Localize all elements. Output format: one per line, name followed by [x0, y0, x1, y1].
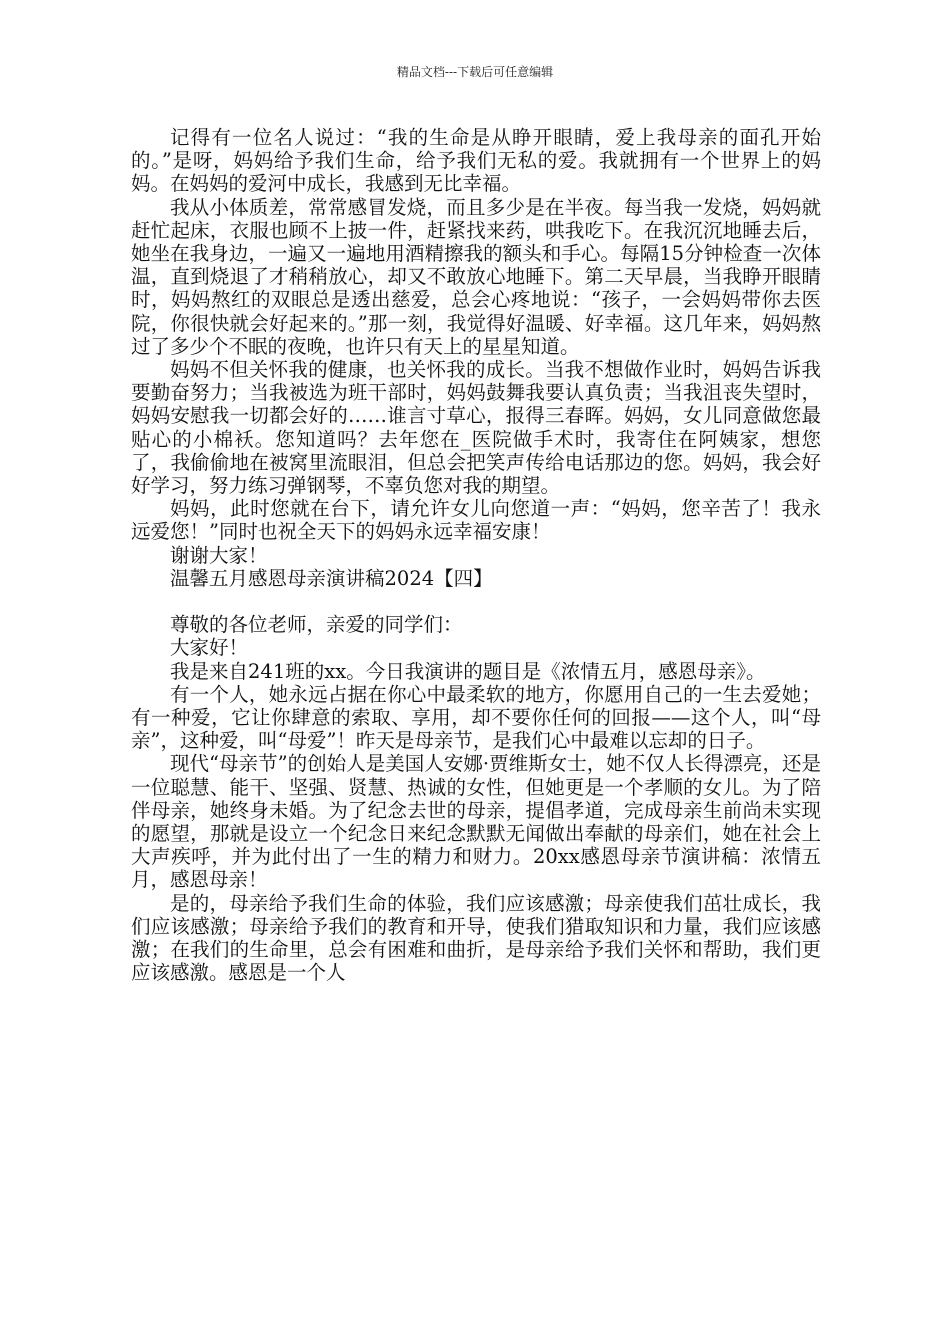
- greeting: 大家好！: [170, 636, 249, 660]
- salutation: 尊敬的各位老师，亲爱的同学们：: [170, 613, 463, 637]
- section-heading: 温馨五月感恩母亲演讲稿2024【四】: [170, 566, 493, 590]
- paragraph: 妈妈，此时您就在台下，请允许女儿向您道一声：“妈妈，您辛苦了！我永远爱您！”同时也祝全天下的妈妈永远幸福安康！: [131, 497, 821, 544]
- blank-line: [131, 590, 821, 613]
- document-body: [131, 126, 821, 985]
- paragraph: 是的，母亲给予我们生命的体验，我们应该感激；母亲使我们茁壮成长，我们应该感激；母亲给予我们的教育和开导，使我们猎取知识和力量，我们应该感激；在我们的生命里，总会有困难和曲折，是母亲给予我们关怀和帮助，我们更应该感激。感恩是一个人: [131, 891, 821, 985]
- paragraph: 谢谢大家！: [170, 543, 268, 567]
- paragraph: 有一个人，她永远占据在你心中最柔软的地方，你愿用自己的一生去爱她；有一种爱，它让你肆意的索取、享用，却不要你任何的回报——这个人，叫“母亲”，这种爱，叫“母爱”！昨天是母亲节，是我们心中最难以忘却的日子。: [131, 682, 821, 753]
- paragraph: 我从小体质差，常常感冒发烧，而且多少是在半夜。每当我一发烧，妈妈就赶忙起床，衣服也顾不上披一件，赶紧找来药，哄我吃下。在我沉沉地睡去后，她坐在我身边，一遍又一遍地用酒精擦我的额头和手心。每隔15分钟检查一次体温，直到烧退了才稍稍放心，却又不敢放心地睡下。第二天早晨，当我睁开眼睛时，妈妈熬红的双眼总是透出慈爱，总会心疼地说：“孩子，一会妈妈带你去医院，你很快就会好起来的。”那一刻，我觉得好温暖、好幸福。这几年来，妈妈熬过了多少个不眠的夜晚，也许只有天上的星星知道。: [131, 195, 821, 358]
- page-header: 精品文档---下载后可任意编辑: [396, 65, 554, 79]
- paragraph: 我是来自241班的xx。今日我演讲的题目是《浓情五月，感恩母亲》。: [170, 659, 766, 683]
- paragraph: 现代“母亲节”的创始人是美国人安娜·贾维斯女士，她不仅人长得漂亮，还是一位聪慧、能干、坚强、贤慧、热诚的女性，但她更是一个孝顺的女儿。为了陪伴母亲，她终身未婚。为了纪念去世的母亲，提倡孝道，完成母亲生前尚未实现的愿望，那就是设立一个纪念日来纪念默默无闻做出奉献的母亲们，她在社会上大声疾呼，并为此付出了一生的精力和财力。20xx感恩母亲节演讲稿：浓情五月，感恩母亲！: [131, 752, 821, 892]
- paragraph: 妈妈不但关怀我的健康，也关怀我的成长。当我不想做作业时，妈妈告诉我要勤奋努力；当我被选为班干部时，妈妈鼓舞我要认真负责；当我沮丧失望时，妈妈安慰我一切都会好的……谁言寸草心，报得三春晖。妈妈，女儿同意做您最贴心的小棉袄。您知道吗？去年您在_医院做手术时，我寄住在阿姨家，想您了，我偷偷地在被窝里流眼泪，但总会把笑声传给电话那边的您。妈妈，我会好好学习，努力练习弹钢琴，不辜负您对我的期望。: [131, 358, 821, 498]
- paragraph: 记得有一位名人说过：“我的生命是从睁开眼睛，爱上我母亲的面孔开始的。”是呀，妈妈给予我们生命，给予我们无私的爱。我就拥有一个世界上的妈妈。在妈妈的爱河中成长，我感到无比幸福。: [131, 126, 821, 196]
